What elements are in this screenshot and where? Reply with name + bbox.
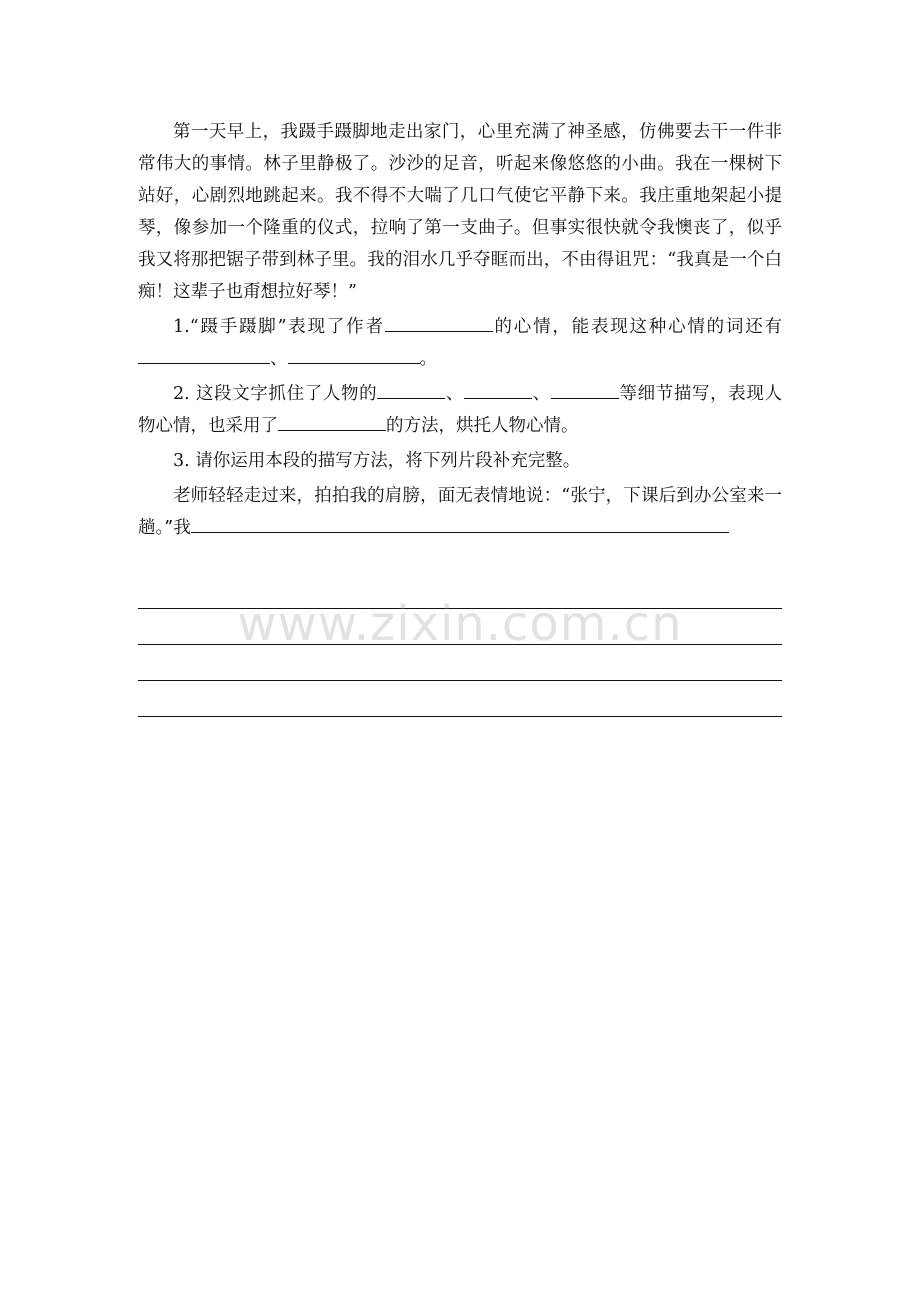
worksheet-content	[138, 116, 782, 544]
answer-blank[interactable]	[464, 381, 532, 400]
question-3-passage	[138, 480, 782, 544]
answer-blank[interactable]	[551, 381, 619, 400]
answer-line[interactable]	[138, 680, 782, 681]
question-2-prompt-end: 的方法，烘托人物心情。	[386, 416, 579, 436]
separator: 、	[445, 384, 465, 404]
question-1-prompt-cont: 的心情，能表现这种心情的词还有	[492, 317, 783, 337]
answer-blank[interactable]	[288, 346, 420, 365]
answer-line[interactable]	[138, 644, 782, 645]
answer-line[interactable]	[138, 608, 782, 609]
question-2-prompt-cont: 等细节描写，表现人物心情，也采用了	[138, 384, 783, 436]
question-2-prompt: 2. 这段文字抓住了人物的	[173, 384, 378, 404]
separator: 、	[270, 349, 288, 369]
answer-line[interactable]	[138, 716, 782, 717]
separator: 、	[532, 384, 551, 404]
answer-blank[interactable]	[377, 381, 445, 400]
answer-blank[interactable]	[191, 515, 729, 534]
answer-blank[interactable]	[138, 346, 270, 365]
question-1	[138, 311, 782, 375]
reading-passage: 第一天早上，我蹑手蹑脚地走出家门，心里充满了神圣感，仿佛要去干一件非常伟大的事情。林子里静极了。沙沙的足音，听起来像悠悠的小曲。我在一棵树下站好，心剧烈地跳起来。我不得不大喘了几口气使它平静下来。我庄重地架起小提琴，像参加一个隆重的仪式，拉响了第一支曲子。但事实很快就令我懊丧了，似乎我又将那把锯子带到林子里。我的泪水几乎夺眶而出，不由得诅咒：“我真是一个白痴！这辈子也甭想拉好琴！”	[138, 122, 782, 302]
watermark: www.zixin.com.cn	[237, 596, 683, 652]
answer-blank[interactable]	[278, 413, 386, 432]
question-2	[138, 378, 782, 442]
answer-blank[interactable]	[385, 314, 493, 333]
question-1-prompt: 1.“蹑手蹑脚”表现了作者	[173, 317, 385, 337]
period: 。	[419, 349, 437, 369]
question-3-passage-text: 老师轻轻走过来，拍拍我的肩膀，面无表情地说：“张宁，下课后到办公室来一趟。”我	[138, 486, 782, 538]
question-3: 3. 请你运用本段的描写方法，将下列片段补充完整。	[173, 451, 581, 471]
